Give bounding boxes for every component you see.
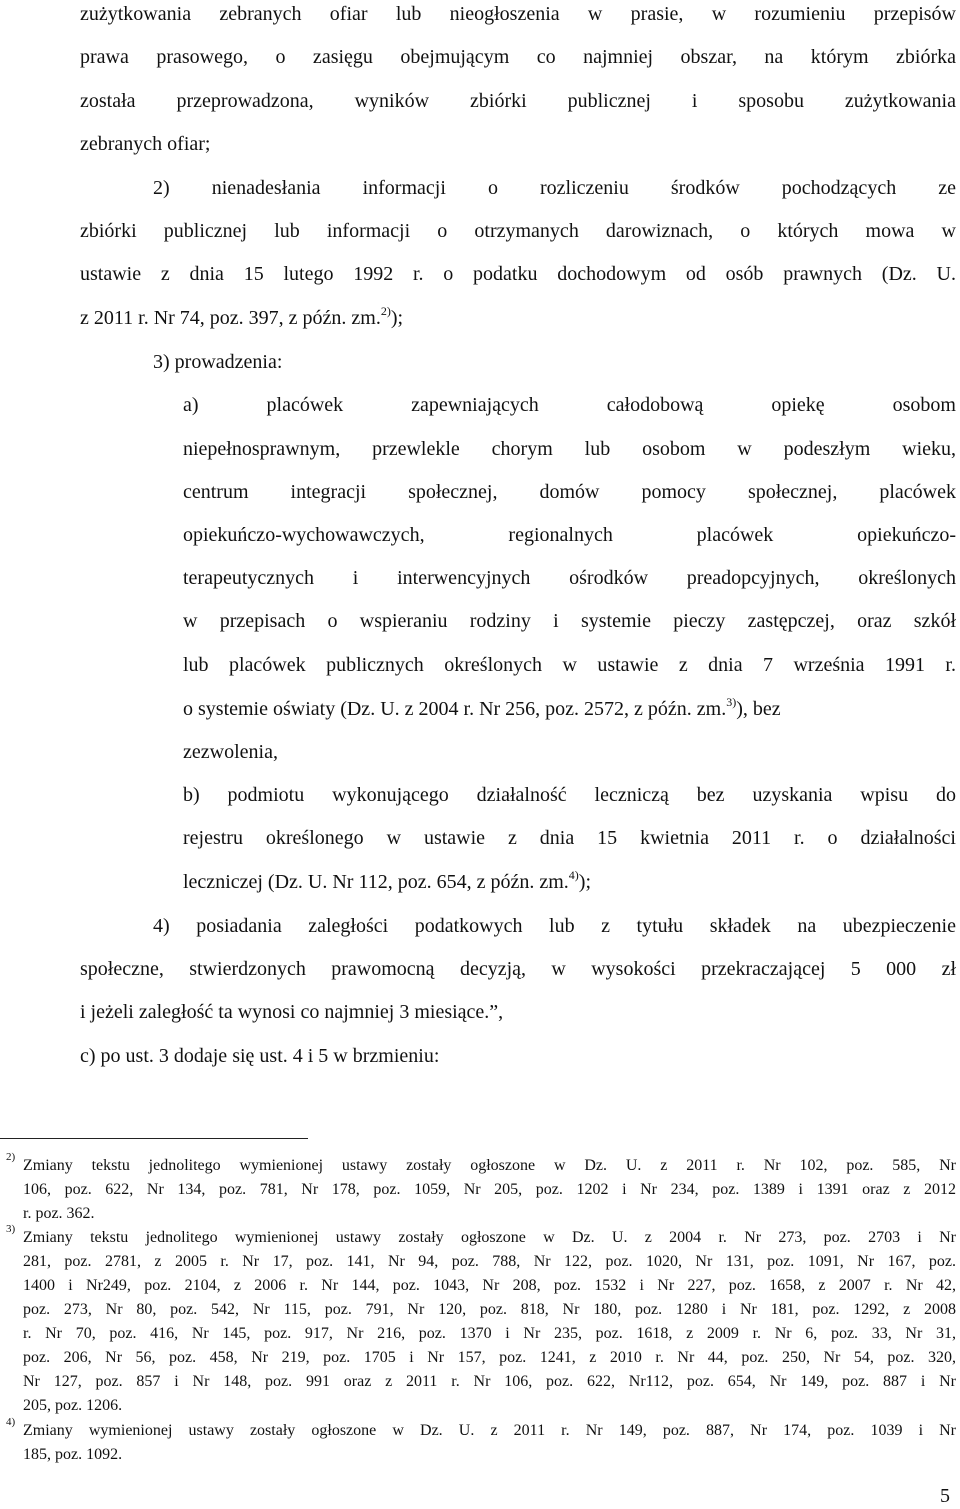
body-line: terapeutycznych i interwencyjnych ośrodków preadopcyjnych, określonych (183, 567, 956, 589)
body-line: centrum integracji społecznej, domów pomocy społecznej, placówek (183, 481, 956, 503)
body-line: została przeprowadzona, wyników zbiórki publicznej i sposobu zużytkowania (80, 90, 956, 112)
body-line: opiekuńczo-wychowawczych, regionalnych placówek opiekuńczo- (183, 524, 956, 546)
footnote-ref[interactable]: 2) (380, 304, 391, 318)
body-text: ); (578, 871, 591, 893)
body-line (183, 870, 591, 894)
footnote-marker: 2) (6, 1151, 16, 1163)
body-line (183, 697, 781, 721)
body-line: lub placówek publicznych określonych w ustawie z dnia 7 września 1991 r. (183, 654, 956, 676)
footnote-line: poz. 206, Nr 56, poz. 458, Nr 219, poz. 1705 i Nr 157, poz. 1241, z 2010 r. Nr 44, poz. 250, Nr 54, poz. 320, (23, 1349, 956, 1366)
body-line: rejestru określonego w ustawie z dnia 15 kwietnia 2011 r. o działalności (183, 827, 956, 849)
body-line: zużytkowania zebranych ofiar lub nieogłoszenia w prasie, w rozumieniu przepisów (80, 3, 956, 25)
body-line: 4) posiadania zaległości podatkowych lub z tytułu składek na ubezpieczenie (153, 915, 956, 937)
body-line: 3) prowadzenia: (153, 351, 283, 373)
body-line: i jeżeli zaległość ta wynosi co najmniej 3 miesiące.”, (80, 1001, 504, 1023)
body-line: b) podmiotu wykonującego działalność leczniczą bez uzyskania wpisu do (183, 784, 956, 806)
body-text: o systemie oświaty (Dz. U. z 2004 r. Nr 256, poz. 2572, z późn. zm. (183, 698, 727, 720)
body-line: zbiórki publicznej lub informacji o otrzymanych darowiznach, o których mowa w (80, 220, 956, 242)
footnote-line: Zmiany tekstu jednolitego wymienionej ustawy zostały ogłoszone w Dz. U. z 2011 r. Nr 102, poz. 585, Nr (23, 1157, 956, 1174)
body-line: c) po ust. 3 dodaje się ust. 4 i 5 w brzmieniu: (80, 1045, 440, 1067)
body-line: w przepisach o wspieraniu rodziny i systemie pieczy zastępczej, oraz szkół (183, 610, 956, 632)
footnote-line: Zmiany wymienionej ustawy zostały ogłoszone w Dz. U. z 2011 r. Nr 149, poz. 887, Nr 174, poz. 1039 i Nr (23, 1422, 956, 1439)
footnote-line: Nr 127, poz. 857 i Nr 148, poz. 991 oraz z 2011 r. Nr 106, poz. 622, Nr112, poz. 654, Nr 149, poz. 887 i Nr (23, 1373, 956, 1390)
body-line: zebranych ofiar; (80, 133, 211, 155)
body-line: zezwolenia, (183, 741, 278, 763)
footnote-line: 106, poz. 622, Nr 134, poz. 781, Nr 178, poz. 1059, Nr 205, poz. 1202 i Nr 234, poz. 1389 i 1391 oraz z 2012 (23, 1181, 956, 1198)
footnote-line: 185, poz. 1092. (23, 1446, 123, 1463)
body-line: 2) nienadesłania informacji o rozliczeniu środków pochodzących ze (153, 177, 956, 199)
footnote-line: Zmiany tekstu jednolitego wymienionej ustawy zostały ogłoszone w Dz. U. z 2004 r. Nr 273, poz. 2703 i Nr (23, 1229, 956, 1246)
footnote-separator (0, 1138, 308, 1139)
footnote-marker: 3) (6, 1223, 16, 1235)
body-text: leczniczej (Dz. U. Nr 112, poz. 654, z późn. zm. (183, 871, 569, 893)
footnote-line: r. Nr 70, poz. 416, Nr 145, poz. 917, Nr 216, poz. 1370 i Nr 235, poz. 1618, z 2009 r. Nr 6, poz. 33, Nr 31, (23, 1325, 956, 1342)
footnote-line: 205, poz. 1206. (23, 1397, 123, 1414)
body-text: ); (390, 307, 404, 329)
body-line: a) placówek zapewniających całodobową opiekę osobom (183, 394, 956, 416)
footnote-marker: 4) (6, 1416, 16, 1428)
footnote-line: 1400 i Nr249, poz. 2104, z 2006 r. Nr 144, poz. 1043, Nr 208, poz. 1532 i Nr 227, poz. 1658, z 2007 r. Nr 42, (23, 1277, 956, 1294)
footnote-ref[interactable]: 3) (726, 695, 737, 709)
page-number: 5 (940, 1485, 950, 1507)
body-line (80, 306, 403, 330)
body-line: społeczne, stwierdzonych prawomocną decyzją, w wysokości przekraczającej 5 000 zł (80, 958, 956, 980)
footnote-line: poz. 273, Nr 80, poz. 542, Nr 115, poz. 791, Nr 120, poz. 818, Nr 180, poz. 1280 i Nr 181, poz. 1292, z 2008 (23, 1301, 956, 1318)
body-text: z 2011 r. Nr 74, poz. 397, z późn. zm. (80, 307, 381, 329)
body-line: ustawie z dnia 15 lutego 1992 r. o podatku dochodowym od osób prawnych (Dz. U. (80, 263, 956, 285)
footnote-ref[interactable]: 4) (568, 868, 579, 882)
footnote-line: r. poz. 362. (23, 1205, 95, 1222)
body-line: prawa prasowego, o zasięgu obejmującym co najmniej obszar, na którym zbiórka (80, 46, 956, 68)
body-text: ), bez (736, 698, 781, 720)
body-line: niepełnosprawnym, przewlekle chorym lub osobom w podeszłym wieku, (183, 438, 956, 460)
footnote-line: 281, poz. 2781, z 2005 r. Nr 17, poz. 141, Nr 94, poz. 788, Nr 122, poz. 1020, Nr 131, poz. 1091, Nr 167, poz. (23, 1253, 956, 1270)
